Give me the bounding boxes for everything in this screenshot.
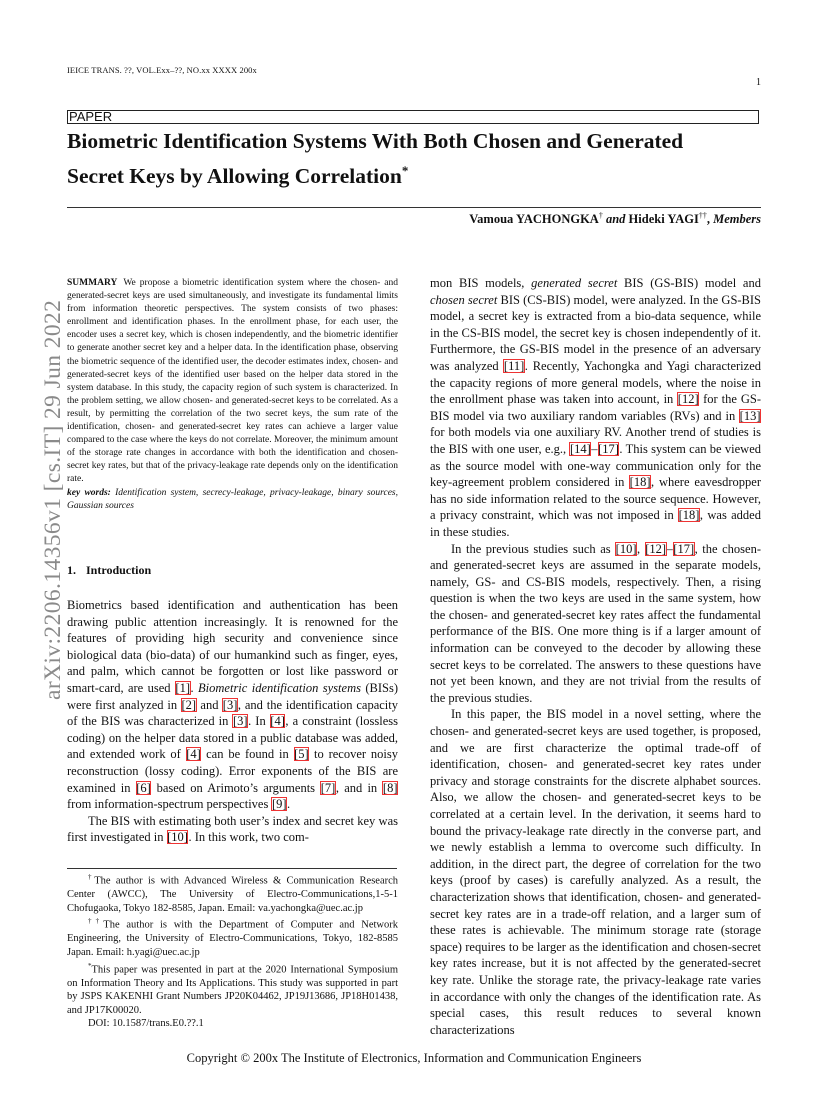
citation-link[interactable]: [14] <box>569 441 591 456</box>
paper-title <box>67 126 767 191</box>
author-2: Hideki YAGI <box>628 212 699 227</box>
right-column-body <box>430 275 761 1038</box>
section-title: Introduction <box>86 563 152 577</box>
citation-link[interactable]: [3] <box>232 714 248 729</box>
paragraph: Biometrics based identification and authentication has been drawing public attention increasingly. It is renowned for the features of providing high security and convenience since biological data (bio-data) of our humankind such as finger, eyes, and palm, which cannot be forgotten or lost like password or smart-card, are used [1]. Biometric identification systems (BISs) were first analyzed in [2] and [3], and the identification capacity of the BIS was characterized in [3]. In [4], a constraint (lossless coding) on the helper data stored in a public database was added, and extended work of [4] can be found in [5] to recover noisy reconstruction (lossy coding). Error exponents of the BIS are examined in [6] based on Arimoto’s arguments [7], and in [8] from information-spectrum perspectives [9]. <box>67 598 399 812</box>
title-footnote-mark: * <box>401 163 409 178</box>
title-line-2: Secret Keys by Allowing Correlation <box>67 164 402 189</box>
citation-link[interactable]: [11] <box>503 358 525 373</box>
citation-link[interactable]: [7] <box>320 780 336 795</box>
paper-type-label: PAPER <box>69 109 113 124</box>
citation-link[interactable]: [12] <box>677 392 699 407</box>
author-and: and <box>605 212 626 227</box>
citation-link[interactable]: [18] <box>678 508 700 523</box>
running-header: IEICE TRANS. ??, VOL.Exx–??, NO.xx XXXX 200x <box>67 65 257 75</box>
citation-link[interactable]: [10] <box>167 830 188 845</box>
left-column-body <box>67 597 398 846</box>
citation-link[interactable]: [4] <box>186 747 201 762</box>
author-line: Vamoua YACHONGKA† and Hideki YAGI††, Members <box>469 211 761 227</box>
author-1: Vamoua YACHONGKA <box>469 212 599 227</box>
author-1-mark: † <box>598 211 603 220</box>
page-number: 1 <box>756 77 761 88</box>
paragraph: mon BIS models, generated secret BIS (GS-BIS) model and chosen secret BIS (CS-BIS) model, were analyzed. In the GS-BIS model, a secret key is extracted from a bio-data sequence, while in the CS-BIS model, the secret key is chosen independently of it. Furthermore, the GS-BIS model in the presence of an adversary was analyzed [11]. Recently, Yachongka and Yagi characterized the capacity regions of more general models, where the noise in the enrollment phase was taken into account, in [12] for the GS-BIS model via two auxiliary random variables (RVs) and in [13] for both models via one auxiliary RV. Another trend of studies is the BIS with one user, e.g., [14]–[17]. This system can be viewed as the source model with one-way communication only for the key-agreement problem considered in [18], where eavesdropper has no side information related to the source sequence. However, a privacy constraint, which was not imposed in [18], was added in these studies. <box>430 276 762 539</box>
citation-link[interactable]: [12] <box>645 541 667 556</box>
title-line-1: Biometric Identification Systems With Both Chosen and Generated <box>67 129 684 153</box>
footnotes <box>67 871 398 1031</box>
keywords <box>67 487 398 513</box>
copyright-footer: Copyright © 200x The Institute of Electronics, Information and Communication Engineers <box>186 1051 642 1065</box>
footnote-3: *This paper was presented in part at the 2020 International Symposium on Information Theory and Its Applications. This study was supported in part by JSPS KAKENHI Grant Numbers JP20K04462, JP19J13686, JP18H01438, and JP17K00020. <box>67 961 398 1016</box>
keywords-heading: key words: <box>67 487 111 498</box>
paragraph: In the previous studies such as [10], [12]–[17], the chosen- and generated-secret keys are assumed in the separate models, namely, GS- and CS-BIS models, respectively. Then, a rising question is when the two keys are used in the same system, how the chosen- and generated-secret key rates affect the fundamental performance of the BIS. One more thing is if a larger amount of information can be conveyed to the decoder by allowing these secret keys to be correlated. The answers to these questions have not yet been known, and they are not trivial from the results of the previous studies. <box>430 541 762 705</box>
citation-link[interactable]: [3] <box>222 697 238 712</box>
doi: DOI: 10.1587/trans.E0.??.1 <box>88 1018 204 1030</box>
author-2-mark: †† <box>698 211 707 220</box>
footnote-2: ††The author is with the Department of Computer and Network Engineering, the University of Electro-Communications, Tokyo, 182-8585 Japan. Email: h.yagi@uec.ac.jp <box>67 917 398 958</box>
arxiv-side-stamp: arXiv:2206.14356v1 [cs.IT] 29 Jun 2022 <box>40 299 66 700</box>
citation-link[interactable]: [17] <box>598 441 619 456</box>
citation-link[interactable]: [8] <box>382 780 398 795</box>
author-role: Members <box>713 212 761 227</box>
citation-link[interactable]: [9] <box>271 797 287 812</box>
citation-link[interactable]: [10] <box>615 541 637 556</box>
citation-link[interactable]: [6] <box>136 780 151 795</box>
footnote-1: †The author is with Advanced Wireless & Communication Research Center (AWCC), The University of Electro-Communications,1-5-1 Chofugaoka, Tokyo 182-8585, Japan. Email: va.yachongka@uec.ac.jp <box>67 873 399 914</box>
citation-link[interactable]: [18] <box>629 475 651 490</box>
citation-link[interactable]: [17] <box>673 541 695 556</box>
paragraph: The BIS with estimating both user’s index and secret key was first investigated in [10]. In this work, two com- <box>67 813 398 845</box>
section-heading <box>67 563 151 578</box>
paper-type-box <box>67 110 759 124</box>
summary-text: We propose a biometric identification system where the chosen- and generated-secret keys are used simultaneously, and investigate its fundamental limits from information theoretic perspectives. The system consists of two phases: enrollment and identification phases. In the enrollment phase, for each user, the encoder uses a secret key, which is chosen independently, and the biometric identifier to generate another secret key and a helper data. In the identification phase, observing the biometric sequence of the identified user, the decoder estimates index, chosen- and generated-secret keys of the identified user based on the helper data stored in the system database. In this study, the capacity region of such system is characterized. In the problem setting, we allow chosen- and generated-secret keys to be correlated. As a result, by permitting the correlation of the two secret keys, the sum rate of the identification, chosen- and generated-secret key rates can achieve a larger value compared to the case where the keys do not correlate. Moreover, the minimum amount of the storage rate changes in accordance with both the identification and chosen-secret key rates, but that of the privacy-leakage rate depends only on the identification rate. <box>67 278 398 485</box>
footnote-rule <box>67 868 397 869</box>
keywords-text: Identification system, secrecy-leakage, privacy-leakage, binary sources, Gaussian sources <box>67 487 399 511</box>
summary-block <box>67 277 398 513</box>
citation-link[interactable]: [2] <box>181 697 197 712</box>
citation-link[interactable]: [4] <box>270 714 285 729</box>
summary-heading: SUMMARY <box>67 278 118 288</box>
section-number: 1. <box>67 563 76 577</box>
citation-link[interactable]: [1] <box>175 680 190 695</box>
citation-link[interactable]: [5] <box>294 747 309 762</box>
paragraph: In this paper, the BIS model in a novel setting, where the chosen- and generated-secret keys are used together, is proposed, and we are first characterize the optimal trade-off of identification, chosen- and generated-secret key rates under privacy and storage constraints for the discrete alphabet sources. Also, we allow the chosen- and generated-secret keys to be correlated at a certain level. In the derivation, it seems hard to bound the privacy-leakage rate directly in the converse part, and we newly establish a lemma to overcome such difficulty. In addition, in the direct part, the degree of correlation for the two keys (proof by cases) is carefully analyzed. As a result, the characterization shows that identification, chosen- and generated-secret key rates are in a trade-off relation, and a larger sum of these rates is achievable. The minimum storage rate (storage space) requires to be larger as the identification and chosen-secret key rates increase, but it is not affected by the generated-secret key rate. Unlike the storage rate, the privacy-leakage rate varies in accordance with only the changes of the identification rate. As special cases, this result reduces to several known characterizations <box>430 707 761 1037</box>
title-rule <box>67 207 761 208</box>
citation-link[interactable]: [13] <box>739 408 761 423</box>
